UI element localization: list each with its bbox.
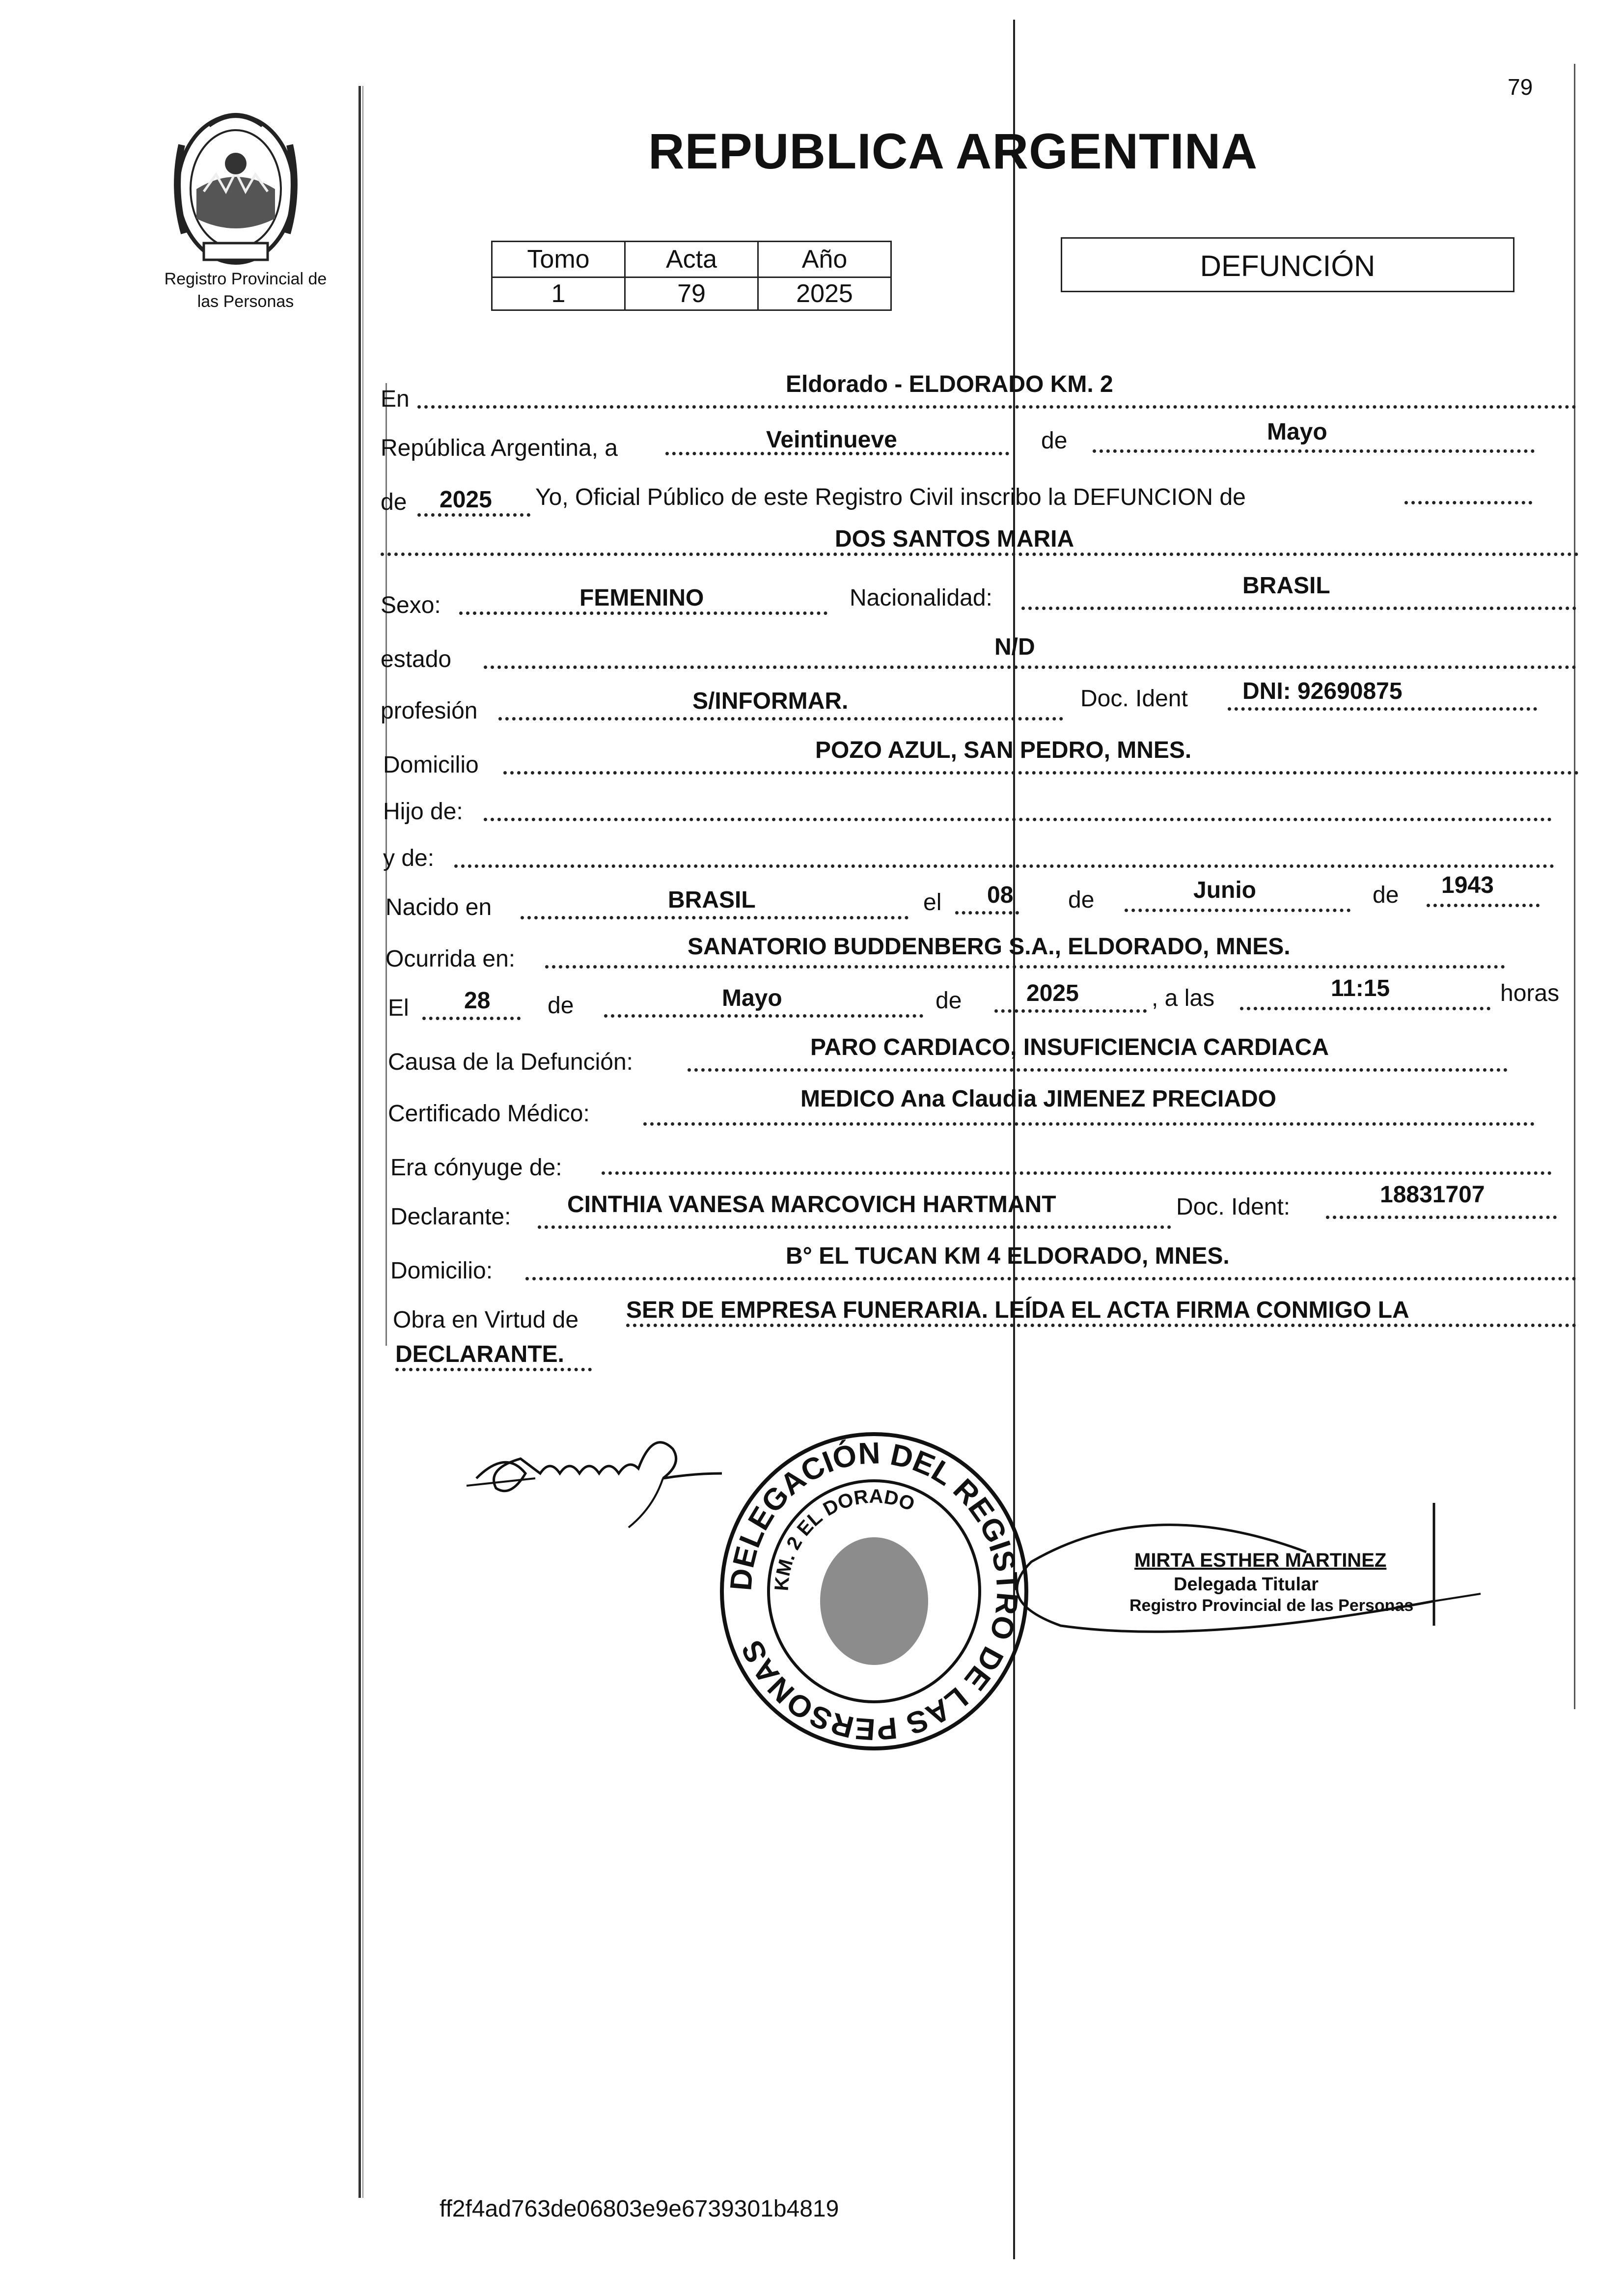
de2-label: de	[381, 489, 407, 515]
def-dia-value: 28	[464, 988, 491, 1014]
official-role: Delegada Titular	[1174, 1574, 1319, 1595]
nac-dia-value: 08	[987, 882, 1014, 908]
decl-doc-value: 18831707	[1380, 1182, 1485, 1208]
declarant-signature-icon	[467, 1400, 737, 1537]
official-seal-icon	[707, 1424, 1041, 1758]
estado-value: N/D	[994, 634, 1035, 660]
anio-value: 2025	[758, 277, 891, 310]
left-margin-line	[358, 86, 361, 2198]
registry-label-line1: Registro Provincial de	[164, 270, 327, 288]
seal-inner-text: KM. 2 EL DORADO	[771, 1485, 918, 1592]
decl-domicilio-underline	[525, 1277, 1576, 1280]
nac-anio-underline	[1427, 904, 1540, 907]
obra-value-line2: DECLARANTE.	[395, 1341, 564, 1367]
anio-header: Año	[758, 242, 891, 277]
nac-anio-value: 1943	[1441, 872, 1494, 898]
sexo-value: FEMENINO	[579, 585, 704, 611]
nacido-label: Nacido en	[385, 894, 492, 920]
page-number: 79	[1508, 74, 1533, 100]
province-crest-icon	[162, 106, 309, 273]
horas-label: horas	[1500, 980, 1560, 1006]
hijo-label: Hijo de:	[383, 799, 463, 825]
yde-label: y de:	[383, 845, 435, 871]
el-label: el	[923, 889, 942, 915]
en-underline	[417, 405, 1576, 409]
def-anio-underline	[994, 1009, 1147, 1013]
certificado-label: Certificado Médico:	[388, 1101, 590, 1127]
oficial-text: Yo, Oficial Público de este Registro Civil inscribo la DEFUNCION de	[535, 484, 1246, 510]
decl-doc-label: Doc. Ident:	[1176, 1194, 1291, 1220]
registry-label-line2: las Personas	[197, 292, 294, 311]
acta-header: Acta	[625, 242, 758, 277]
conyuge-label: Era cónyuge de:	[390, 1155, 562, 1181]
nacionalidad-label: Nacionalidad:	[850, 585, 992, 611]
nac-mes-underline	[1125, 909, 1350, 912]
certificado-underline	[643, 1122, 1535, 1126]
obra-label: Obra en Virtud de	[393, 1307, 579, 1333]
seal-outer-text: DELEGACIÓN DEL REGISTRO DE LAS PERSONAS	[724, 1436, 1024, 1746]
nacido-value: BRASIL	[668, 887, 756, 913]
declarante-label: Declarante:	[390, 1204, 511, 1230]
en-label: En	[381, 386, 410, 412]
obra-value-line1: SER DE EMPRESA FUNERARIA. LEÍDA EL ACTA FIRMA CONMIGO LA	[626, 1297, 1409, 1323]
document-hash: ff2f4ad763de06803e9e6739301b4819	[440, 2196, 839, 2222]
estado-label: estado	[381, 646, 452, 672]
profesion-label: profesión	[381, 698, 478, 724]
ocurrida-label: Ocurrida en:	[385, 946, 516, 972]
nombre-underline	[381, 553, 1579, 556]
scan-fold-line	[1013, 20, 1015, 2259]
anio-value-text: 2025	[440, 487, 492, 513]
decl-doc-underline	[1326, 1216, 1557, 1219]
decl-domicilio-label: Domicilio:	[390, 1258, 493, 1284]
nac-dia-underline	[955, 911, 1019, 915]
ocurrida-underline	[545, 965, 1505, 969]
acta-table	[491, 241, 892, 311]
causa-underline	[688, 1068, 1508, 1072]
tomo-header: Tomo	[492, 242, 625, 277]
el2-label: El	[388, 995, 409, 1021]
acta-table-header-row	[492, 242, 891, 277]
hora-value: 11:15	[1331, 975, 1390, 1001]
acta-table-value-row	[492, 277, 891, 310]
mes-value: Mayo	[1267, 419, 1327, 445]
official-name: MIRTA ESTHER MARTINEZ	[1134, 1550, 1387, 1571]
def-dia-underline	[422, 1017, 521, 1020]
ocurrida-value: SANATORIO BUDDENBERG S.A., ELDORADO, MNES.	[688, 934, 1291, 960]
registry-label	[142, 268, 349, 313]
nacionalidad-underline	[1021, 607, 1576, 610]
de-label: de	[1041, 428, 1068, 454]
doc-ident-underline	[1228, 707, 1537, 711]
doc-ident-value: DNI: 92690875	[1242, 678, 1403, 704]
conyuge-underline	[602, 1171, 1552, 1175]
causa-label: Causa de la Defunción:	[388, 1049, 633, 1075]
def-de-label: de	[548, 993, 574, 1019]
deceased-name: DOS SANTOS MARIA	[835, 526, 1074, 552]
profesion-underline	[498, 717, 1063, 721]
nacionalidad-value: BRASIL	[1242, 573, 1330, 599]
nacido-underline	[521, 916, 908, 919]
tomo-value: 1	[492, 277, 625, 310]
domicilio-underline	[503, 771, 1579, 775]
def-anio-value: 2025	[1026, 980, 1079, 1006]
def-mes-underline	[604, 1014, 923, 1018]
right-edge-line	[1574, 64, 1575, 1709]
causa-value: PARO CARDIACO, INSUFICIENCIA CARDIACA	[810, 1034, 1329, 1060]
domicilio-value: POZO AZUL, SAN PEDRO, MNES.	[815, 737, 1192, 763]
oficial-underline	[1404, 501, 1532, 504]
certificado-value: MEDICO Ana Claudia JIMENEZ PRECIADO	[800, 1086, 1276, 1112]
dia-value: Veintinueve	[766, 427, 897, 453]
decl-domicilio-value: B° EL TUCAN KM 4 ELDORADO, MNES.	[786, 1243, 1230, 1269]
left-margin-line-shadow	[362, 86, 363, 2198]
hora-underline	[1240, 1007, 1490, 1010]
profesion-value: S/INFORMAR.	[692, 688, 849, 714]
acta-value: 79	[625, 277, 758, 310]
sexo-underline	[459, 611, 827, 615]
def-mes-value: Mayo	[722, 985, 782, 1011]
estado-underline	[484, 665, 1576, 669]
document-type-box: DEFUNCIÓN	[1061, 237, 1514, 292]
hijo-underline	[484, 818, 1552, 821]
nac-mes-value: Junio	[1193, 877, 1256, 903]
sexo-label: Sexo:	[381, 592, 441, 618]
en-value: Eldorado - ELDORADO KM. 2	[786, 371, 1113, 397]
anio-underline	[417, 513, 530, 517]
declarante-value: CINTHIA VANESA MARCOVICH HARTMANT	[567, 1192, 1056, 1218]
def-de2-label: de	[936, 988, 962, 1014]
obra-underline1	[626, 1324, 1576, 1327]
doc-ident-label: Doc. Ident	[1080, 686, 1188, 712]
page-title: REPUBLICA ARGENTINA	[648, 123, 1258, 179]
declarante-underline	[538, 1225, 1171, 1229]
obra-underline2	[395, 1368, 592, 1371]
mes-underline	[1093, 449, 1535, 453]
nac-de-label: de	[1068, 887, 1095, 913]
yde-underline	[454, 864, 1554, 868]
official-registry: Registro Provincial de las Personas	[1129, 1596, 1414, 1615]
nac-de2-label: de	[1373, 882, 1399, 908]
republica-label: República Argentina, a	[381, 435, 618, 461]
domicilio-label: Domicilio	[383, 752, 479, 778]
alas-label: , a las	[1152, 985, 1215, 1011]
